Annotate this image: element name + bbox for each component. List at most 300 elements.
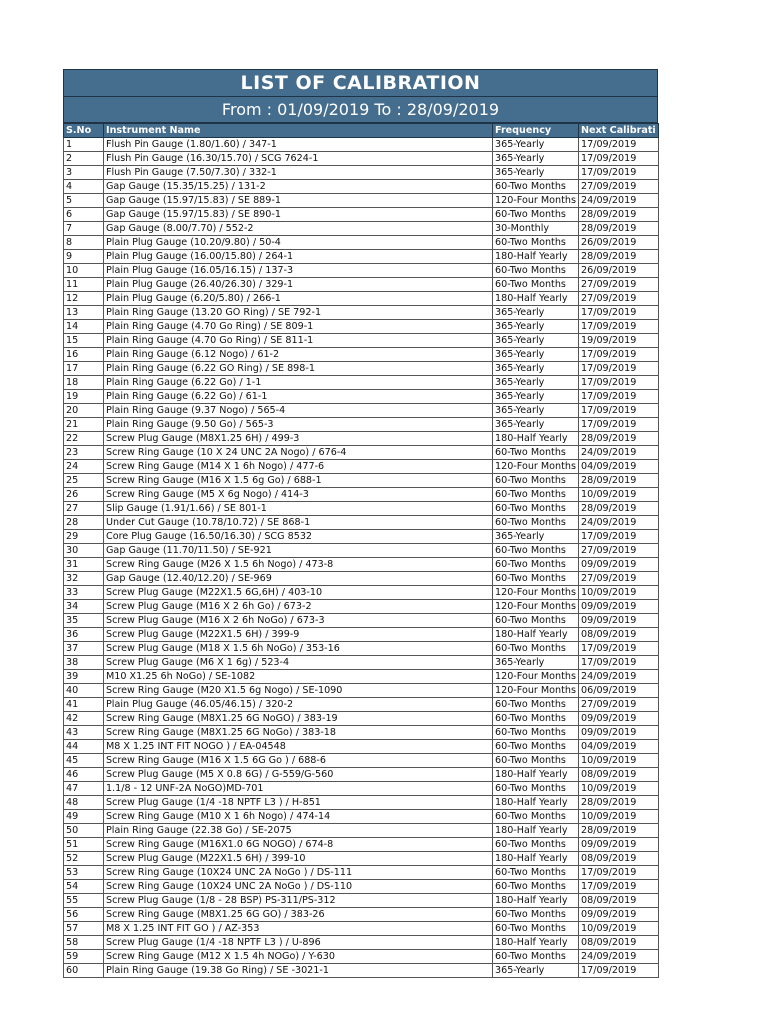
cell-sno: 43 <box>64 726 104 740</box>
cell-next-calibration: 17/09/2019 <box>579 880 659 894</box>
cell-sno: 55 <box>64 894 104 908</box>
cell-frequency: 60-Two Months <box>493 474 579 488</box>
cell-next-calibration: 19/09/2019 <box>579 334 659 348</box>
cell-instrument-name: 1.1/8 - 12 UNF-2A NoGO)MD-701 <box>104 782 493 796</box>
table-row <box>64 278 659 292</box>
cell-frequency: 60-Two Months <box>493 726 579 740</box>
cell-frequency: 120-Four Months <box>493 600 579 614</box>
cell-sno: 20 <box>64 404 104 418</box>
table-row <box>64 922 659 936</box>
cell-frequency: 365-Yearly <box>493 362 579 376</box>
cell-frequency: 60-Two Months <box>493 264 579 278</box>
cell-frequency: 180-Half Yearly <box>493 936 579 950</box>
cell-instrument-name: Screw Ring Gauge (M5 X 6g Nogo) / 414-3 <box>104 488 493 502</box>
cell-sno: 46 <box>64 768 104 782</box>
table-row <box>64 446 659 460</box>
table-row <box>64 684 659 698</box>
cell-next-calibration: 08/09/2019 <box>579 936 659 950</box>
table-row <box>64 642 659 656</box>
cell-sno: 35 <box>64 614 104 628</box>
cell-instrument-name: Plain Ring Gauge (13.20 GO Ring) / SE 792-1 <box>104 306 493 320</box>
cell-sno: 13 <box>64 306 104 320</box>
cell-sno: 56 <box>64 908 104 922</box>
cell-next-calibration: 17/09/2019 <box>579 418 659 432</box>
cell-next-calibration: 28/09/2019 <box>579 474 659 488</box>
cell-next-calibration: 17/09/2019 <box>579 320 659 334</box>
table-row <box>64 502 659 516</box>
cell-instrument-name: Screw Ring Gauge (10X24 UNC 2A NoGo ) / DS-111 <box>104 866 493 880</box>
cell-next-calibration: 24/09/2019 <box>579 446 659 460</box>
cell-instrument-name: Screw Ring Gauge (M8X1.25 6G NoGO) / 383-19 <box>104 712 493 726</box>
calibration-sheet <box>63 69 658 978</box>
cell-frequency: 365-Yearly <box>493 348 579 362</box>
cell-sno: 49 <box>64 810 104 824</box>
cell-instrument-name: Screw Ring Gauge (M12 X 1.5 4h NOGo) / Y-630 <box>104 950 493 964</box>
table-row <box>64 796 659 810</box>
table-row <box>64 292 659 306</box>
cell-next-calibration: 17/09/2019 <box>579 306 659 320</box>
cell-next-calibration: 28/09/2019 <box>579 502 659 516</box>
cell-instrument-name: M8 X 1.25 INT FIT GO ) / AZ-353 <box>104 922 493 936</box>
cell-sno: 9 <box>64 250 104 264</box>
cell-next-calibration: 10/09/2019 <box>579 586 659 600</box>
table-row <box>64 460 659 474</box>
cell-instrument-name: Plain Ring Gauge (9.50 Go) / 565-3 <box>104 418 493 432</box>
cell-instrument-name: Under Cut Gauge (10.78/10.72) / SE 868-1 <box>104 516 493 530</box>
cell-instrument-name: Flush Pin Gauge (16.30/15.70) / SCG 7624-1 <box>104 152 493 166</box>
cell-instrument-name: Screw Plug Gauge (M22X1.5 6H) / 399-10 <box>104 852 493 866</box>
cell-sno: 18 <box>64 376 104 390</box>
cell-instrument-name: Slip Gauge (1.91/1.66) / SE 801-1 <box>104 502 493 516</box>
cell-instrument-name: Plain Plug Gauge (46.05/46.15) / 320-2 <box>104 698 493 712</box>
cell-instrument-name: Screw Plug Gauge (1/4 -18 NPTF L3 ) / U-896 <box>104 936 493 950</box>
cell-next-calibration: 27/09/2019 <box>579 292 659 306</box>
cell-next-calibration: 09/09/2019 <box>579 726 659 740</box>
table-row <box>64 166 659 180</box>
cell-instrument-name: Screw Plug Gauge (M8X1.25 6H) / 499-3 <box>104 432 493 446</box>
cell-frequency: 60-Two Months <box>493 236 579 250</box>
table-row <box>64 320 659 334</box>
cell-next-calibration: 27/09/2019 <box>579 278 659 292</box>
cell-frequency: 60-Two Months <box>493 446 579 460</box>
cell-sno: 57 <box>64 922 104 936</box>
cell-next-calibration: 27/09/2019 <box>579 572 659 586</box>
table-row <box>64 558 659 572</box>
table-row <box>64 670 659 684</box>
cell-sno: 52 <box>64 852 104 866</box>
table-row <box>64 964 659 978</box>
cell-instrument-name: Screw Plug Gauge (1/8 - 28 BSP) PS-311/PS-312 <box>104 894 493 908</box>
table-row <box>64 866 659 880</box>
cell-next-calibration: 10/09/2019 <box>579 754 659 768</box>
cell-frequency: 60-Two Months <box>493 180 579 194</box>
cell-sno: 32 <box>64 572 104 586</box>
cell-next-calibration: 24/09/2019 <box>579 950 659 964</box>
table-row <box>64 418 659 432</box>
cell-next-calibration: 17/09/2019 <box>579 152 659 166</box>
cell-next-calibration: 28/09/2019 <box>579 208 659 222</box>
table-row <box>64 838 659 852</box>
cell-next-calibration: 17/09/2019 <box>579 166 659 180</box>
cell-sno: 51 <box>64 838 104 852</box>
cell-instrument-name: Gap Gauge (8.00/7.70) / 552-2 <box>104 222 493 236</box>
cell-frequency: 365-Yearly <box>493 138 579 152</box>
table-row <box>64 334 659 348</box>
cell-frequency: 60-Two Months <box>493 782 579 796</box>
table-row <box>64 614 659 628</box>
cell-next-calibration: 10/09/2019 <box>579 810 659 824</box>
cell-instrument-name: Gap Gauge (15.97/15.83) / SE 889-1 <box>104 194 493 208</box>
cell-instrument-name: Plain Ring Gauge (22.38 Go) / SE-2075 <box>104 824 493 838</box>
cell-sno: 11 <box>64 278 104 292</box>
cell-sno: 53 <box>64 866 104 880</box>
table-row <box>64 488 659 502</box>
cell-instrument-name: Plain Ring Gauge (6.12 Nogo) / 61-2 <box>104 348 493 362</box>
cell-next-calibration: 04/09/2019 <box>579 740 659 754</box>
cell-sno: 7 <box>64 222 104 236</box>
cell-instrument-name: Core Plug Gauge (16.50/16.30) / SCG 8532 <box>104 530 493 544</box>
cell-instrument-name: Screw Plug Gauge (1/4 -18 NPTF L3 ) / H-851 <box>104 796 493 810</box>
cell-next-calibration: 09/09/2019 <box>579 558 659 572</box>
cell-sno: 44 <box>64 740 104 754</box>
cell-instrument-name: Plain Ring Gauge (6.22 Go) / 1-1 <box>104 376 493 390</box>
cell-frequency: 60-Two Months <box>493 950 579 964</box>
cell-frequency: 180-Half Yearly <box>493 852 579 866</box>
cell-sno: 1 <box>64 138 104 152</box>
cell-frequency: 365-Yearly <box>493 404 579 418</box>
date-range-subtitle: From : 01/09/2019 To : 28/09/2019 <box>63 97 658 123</box>
cell-instrument-name: Screw Plug Gauge (M6 X 1 6g) / 523-4 <box>104 656 493 670</box>
cell-instrument-name: Screw Ring Gauge (M16X1.0 6G NOGO) / 674-8 <box>104 838 493 852</box>
cell-next-calibration: 17/09/2019 <box>579 866 659 880</box>
cell-frequency: 60-Two Months <box>493 838 579 852</box>
cell-next-calibration: 28/09/2019 <box>579 824 659 838</box>
cell-sno: 39 <box>64 670 104 684</box>
cell-instrument-name: Gap Gauge (11.70/11.50) / SE-921 <box>104 544 493 558</box>
cell-instrument-name: Screw Ring Gauge (10X24 UNC 2A NoGo ) / DS-110 <box>104 880 493 894</box>
cell-instrument-name: Plain Ring Gauge (6.22 GO Ring) / SE 898-1 <box>104 362 493 376</box>
cell-frequency: 30-Monthly <box>493 222 579 236</box>
cell-frequency: 365-Yearly <box>493 306 579 320</box>
cell-next-calibration: 09/09/2019 <box>579 712 659 726</box>
table-row <box>64 950 659 964</box>
table-row <box>64 852 659 866</box>
cell-frequency: 60-Two Months <box>493 208 579 222</box>
cell-instrument-name: Screw Plug Gauge (M16 X 2 6h NoGo) / 673-3 <box>104 614 493 628</box>
table-row <box>64 222 659 236</box>
cell-sno: 5 <box>64 194 104 208</box>
cell-next-calibration: 17/09/2019 <box>579 404 659 418</box>
cell-sno: 29 <box>64 530 104 544</box>
cell-frequency: 365-Yearly <box>493 166 579 180</box>
cell-frequency: 60-Two Months <box>493 488 579 502</box>
cell-instrument-name: Screw Plug Gauge (M16 X 2 6h Go) / 673-2 <box>104 600 493 614</box>
cell-frequency: 60-Two Months <box>493 698 579 712</box>
cell-sno: 41 <box>64 698 104 712</box>
cell-frequency: 365-Yearly <box>493 320 579 334</box>
table-row <box>64 740 659 754</box>
table-row <box>64 544 659 558</box>
table-row <box>64 712 659 726</box>
cell-instrument-name: Screw Ring Gauge (M8X1.25 6G GO) / 383-26 <box>104 908 493 922</box>
cell-next-calibration: 28/09/2019 <box>579 222 659 236</box>
cell-instrument-name: Screw Ring Gauge (M20 X1.5 6g Nogo) / SE-1090 <box>104 684 493 698</box>
cell-frequency: 60-Two Months <box>493 502 579 516</box>
table-row <box>64 656 659 670</box>
table-row <box>64 726 659 740</box>
cell-next-calibration: 24/09/2019 <box>579 194 659 208</box>
table-row <box>64 432 659 446</box>
cell-sno: 25 <box>64 474 104 488</box>
cell-instrument-name: Plain Plug Gauge (6.20/5.80) / 266-1 <box>104 292 493 306</box>
header-row <box>64 124 659 138</box>
cell-frequency: 120-Four Months <box>493 194 579 208</box>
cell-frequency: 60-Two Months <box>493 614 579 628</box>
table-row <box>64 628 659 642</box>
cell-instrument-name: Plain Ring Gauge (4.70 Go Ring) / SE 809-1 <box>104 320 493 334</box>
cell-instrument-name: Screw Ring Gauge (M16 X 1.5 6G Go ) / 688-6 <box>104 754 493 768</box>
table-row <box>64 306 659 320</box>
cell-sno: 16 <box>64 348 104 362</box>
table-row <box>64 600 659 614</box>
cell-next-calibration: 17/09/2019 <box>579 362 659 376</box>
cell-frequency: 120-Four Months <box>493 460 579 474</box>
cell-sno: 14 <box>64 320 104 334</box>
cell-instrument-name: Plain Ring Gauge (9.37 Nogo) / 565-4 <box>104 404 493 418</box>
cell-sno: 30 <box>64 544 104 558</box>
cell-frequency: 365-Yearly <box>493 530 579 544</box>
cell-sno: 21 <box>64 418 104 432</box>
cell-sno: 54 <box>64 880 104 894</box>
cell-sno: 42 <box>64 712 104 726</box>
cell-next-calibration: 17/09/2019 <box>579 530 659 544</box>
cell-instrument-name: Screw Ring Gauge (M26 X 1.5 6h Nogo) / 473-8 <box>104 558 493 572</box>
cell-next-calibration: 28/09/2019 <box>579 432 659 446</box>
cell-sno: 34 <box>64 600 104 614</box>
table-row <box>64 404 659 418</box>
cell-instrument-name: Gap Gauge (15.97/15.83) / SE 890-1 <box>104 208 493 222</box>
cell-instrument-name: Plain Plug Gauge (16.05/16.15) / 137-3 <box>104 264 493 278</box>
table-row <box>64 754 659 768</box>
cell-instrument-name: Plain Plug Gauge (26.40/26.30) / 329-1 <box>104 278 493 292</box>
cell-frequency: 60-Two Months <box>493 558 579 572</box>
cell-next-calibration: 09/09/2019 <box>579 600 659 614</box>
cell-frequency: 180-Half Yearly <box>493 768 579 782</box>
table-row <box>64 908 659 922</box>
cell-next-calibration: 17/09/2019 <box>579 376 659 390</box>
table-row <box>64 390 659 404</box>
cell-next-calibration: 24/09/2019 <box>579 670 659 684</box>
cell-sno: 37 <box>64 642 104 656</box>
table-body <box>64 138 659 978</box>
cell-instrument-name: Plain Plug Gauge (10.20/9.80) / 50-4 <box>104 236 493 250</box>
cell-instrument-name: Screw Ring Gauge (M16 X 1.5 6g Go) / 688-1 <box>104 474 493 488</box>
sheet-title: LIST OF CALIBRATION <box>63 69 658 97</box>
cell-instrument-name: Screw Ring Gauge (10 X 24 UNC 2A Nogo) / 676-4 <box>104 446 493 460</box>
cell-sno: 19 <box>64 390 104 404</box>
cell-frequency: 180-Half Yearly <box>493 824 579 838</box>
cell-instrument-name: Screw Ring Gauge (M8X1.25 6G NoGo) / 383-18 <box>104 726 493 740</box>
cell-next-calibration: 26/09/2019 <box>579 236 659 250</box>
cell-sno: 24 <box>64 460 104 474</box>
cell-instrument-name: Gap Gauge (15.35/15.25) / 131-2 <box>104 180 493 194</box>
cell-next-calibration: 08/09/2019 <box>579 894 659 908</box>
cell-frequency: 365-Yearly <box>493 964 579 978</box>
table-row <box>64 698 659 712</box>
cell-next-calibration: 27/09/2019 <box>579 180 659 194</box>
cell-sno: 4 <box>64 180 104 194</box>
cell-next-calibration: 17/09/2019 <box>579 390 659 404</box>
cell-sno: 2 <box>64 152 104 166</box>
cell-instrument-name: Plain Ring Gauge (19.38 Go Ring) / SE -3021-1 <box>104 964 493 978</box>
table-row <box>64 376 659 390</box>
cell-next-calibration: 10/09/2019 <box>579 922 659 936</box>
cell-sno: 47 <box>64 782 104 796</box>
cell-frequency: 60-Two Months <box>493 740 579 754</box>
cell-instrument-name: Screw Plug Gauge (M5 X 0.8 6G) / G-559/G-560 <box>104 768 493 782</box>
cell-sno: 36 <box>64 628 104 642</box>
cell-next-calibration: 06/09/2019 <box>579 684 659 698</box>
cell-sno: 8 <box>64 236 104 250</box>
table-row <box>64 194 659 208</box>
cell-instrument-name: Flush Pin Gauge (1.80/1.60) / 347-1 <box>104 138 493 152</box>
cell-instrument-name: M8 X 1.25 INT FIT NOGO ) / EA-04548 <box>104 740 493 754</box>
cell-sno: 12 <box>64 292 104 306</box>
cell-frequency: 60-Two Months <box>493 544 579 558</box>
cell-sno: 17 <box>64 362 104 376</box>
cell-next-calibration: 09/09/2019 <box>579 908 659 922</box>
cell-frequency: 365-Yearly <box>493 376 579 390</box>
table-row <box>64 208 659 222</box>
cell-frequency: 365-Yearly <box>493 152 579 166</box>
cell-sno: 33 <box>64 586 104 600</box>
table-row <box>64 362 659 376</box>
cell-instrument-name: Plain Plug Gauge (16.00/15.80) / 264-1 <box>104 250 493 264</box>
table-row <box>64 824 659 838</box>
table-row <box>64 250 659 264</box>
cell-sno: 23 <box>64 446 104 460</box>
cell-sno: 6 <box>64 208 104 222</box>
cell-sno: 26 <box>64 488 104 502</box>
cell-frequency: 60-Two Months <box>493 908 579 922</box>
cell-sno: 58 <box>64 936 104 950</box>
cell-instrument-name: Screw Plug Gauge (M18 X 1.5 6h NoGo) / 353-16 <box>104 642 493 656</box>
calibration-table <box>63 123 659 978</box>
cell-frequency: 365-Yearly <box>493 656 579 670</box>
cell-instrument-name: Plain Ring Gauge (4.70 Go Ring) / SE 811-1 <box>104 334 493 348</box>
cell-next-calibration: 28/09/2019 <box>579 250 659 264</box>
cell-next-calibration: 17/09/2019 <box>579 138 659 152</box>
cell-next-calibration: 26/09/2019 <box>579 264 659 278</box>
cell-next-calibration: 17/09/2019 <box>579 656 659 670</box>
cell-frequency: 180-Half Yearly <box>493 796 579 810</box>
cell-next-calibration: 24/09/2019 <box>579 516 659 530</box>
cell-next-calibration: 17/09/2019 <box>579 348 659 362</box>
cell-sno: 38 <box>64 656 104 670</box>
cell-next-calibration: 08/09/2019 <box>579 852 659 866</box>
cell-next-calibration: 27/09/2019 <box>579 544 659 558</box>
cell-frequency: 180-Half Yearly <box>493 894 579 908</box>
cell-frequency: 120-Four Months <box>493 684 579 698</box>
cell-instrument-name: Screw Plug Gauge (M22X1.5 6H) / 399-9 <box>104 628 493 642</box>
table-row <box>64 782 659 796</box>
cell-sno: 45 <box>64 754 104 768</box>
cell-frequency: 60-Two Months <box>493 880 579 894</box>
cell-frequency: 60-Two Months <box>493 754 579 768</box>
cell-frequency: 120-Four Months <box>493 586 579 600</box>
cell-instrument-name: Screw Ring Gauge (M14 X 1 6h Nogo) / 477-6 <box>104 460 493 474</box>
table-row <box>64 236 659 250</box>
table-row <box>64 936 659 950</box>
cell-frequency: 60-Two Months <box>493 810 579 824</box>
header-instrument-name: Instrument Name <box>104 124 493 138</box>
table-row <box>64 572 659 586</box>
cell-frequency: 60-Two Months <box>493 866 579 880</box>
cell-sno: 60 <box>64 964 104 978</box>
table-row <box>64 586 659 600</box>
cell-frequency: 60-Two Months <box>493 712 579 726</box>
cell-sno: 48 <box>64 796 104 810</box>
cell-next-calibration: 09/09/2019 <box>579 838 659 852</box>
table-row <box>64 894 659 908</box>
cell-next-calibration: 17/09/2019 <box>579 964 659 978</box>
cell-frequency: 180-Half Yearly <box>493 628 579 642</box>
header-next-calibration: Next Calibrati <box>579 124 659 138</box>
cell-frequency: 60-Two Months <box>493 516 579 530</box>
cell-frequency: 120-Four Months <box>493 670 579 684</box>
cell-next-calibration: 10/09/2019 <box>579 488 659 502</box>
header-sno: S.No <box>64 124 104 138</box>
table-row <box>64 768 659 782</box>
cell-frequency: 60-Two Months <box>493 572 579 586</box>
table-row <box>64 880 659 894</box>
cell-sno: 59 <box>64 950 104 964</box>
cell-next-calibration: 09/09/2019 <box>579 614 659 628</box>
cell-instrument-name: Screw Ring Gauge (M10 X 1 6h Nogo) / 474-14 <box>104 810 493 824</box>
cell-frequency: 60-Two Months <box>493 922 579 936</box>
cell-frequency: 180-Half Yearly <box>493 250 579 264</box>
cell-frequency: 365-Yearly <box>493 418 579 432</box>
cell-sno: 28 <box>64 516 104 530</box>
cell-sno: 27 <box>64 502 104 516</box>
table-row <box>64 530 659 544</box>
cell-instrument-name: Plain Ring Gauge (6.22 Go) / 61-1 <box>104 390 493 404</box>
cell-sno: 10 <box>64 264 104 278</box>
table-row <box>64 138 659 152</box>
table-row <box>64 180 659 194</box>
cell-sno: 50 <box>64 824 104 838</box>
cell-frequency: 60-Two Months <box>493 642 579 656</box>
table-row <box>64 152 659 166</box>
cell-next-calibration: 28/09/2019 <box>579 796 659 810</box>
table-row <box>64 474 659 488</box>
cell-instrument-name: M10 X1.25 6h NoGo) / SE-1082 <box>104 670 493 684</box>
cell-frequency: 365-Yearly <box>493 390 579 404</box>
cell-sno: 22 <box>64 432 104 446</box>
table-row <box>64 264 659 278</box>
cell-next-calibration: 10/09/2019 <box>579 782 659 796</box>
cell-next-calibration: 08/09/2019 <box>579 768 659 782</box>
cell-frequency: 180-Half Yearly <box>493 432 579 446</box>
cell-sno: 31 <box>64 558 104 572</box>
cell-frequency: 365-Yearly <box>493 334 579 348</box>
header-frequency: Frequency <box>493 124 579 138</box>
table-row <box>64 348 659 362</box>
cell-instrument-name: Gap Gauge (12.40/12.20) / SE-969 <box>104 572 493 586</box>
cell-instrument-name: Screw Plug Gauge (M22X1.5 6G,6H) / 403-10 <box>104 586 493 600</box>
cell-next-calibration: 27/09/2019 <box>579 698 659 712</box>
cell-sno: 15 <box>64 334 104 348</box>
